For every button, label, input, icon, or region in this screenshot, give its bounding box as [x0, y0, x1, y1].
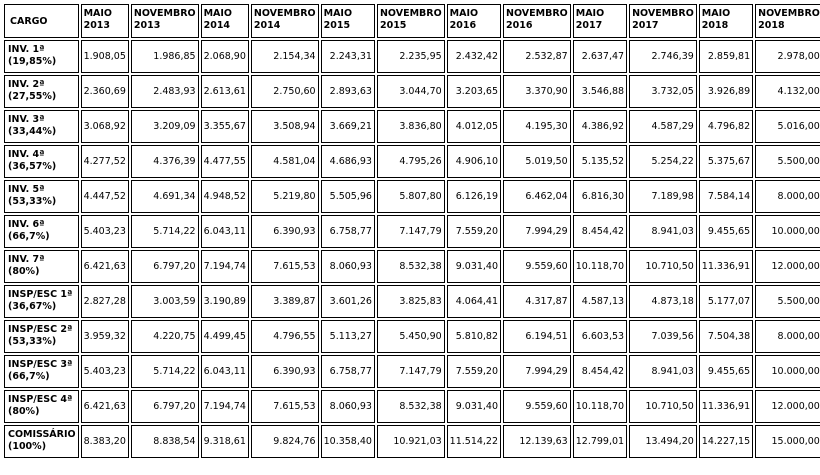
- header-year: 2018: [758, 20, 785, 31]
- value-cell: 7.584,14: [699, 180, 753, 213]
- value-cell: 3.389,87: [251, 285, 319, 318]
- cargo-percent: (66,7%): [8, 231, 50, 242]
- value-cell: 1.986,85: [131, 40, 199, 73]
- value-cell: 3.203,65: [447, 75, 501, 108]
- cargo-title: INSP/ESC 2ª: [8, 324, 73, 335]
- value-cell: 9.455,65: [699, 355, 753, 388]
- cargo-percent: (19,85%): [8, 56, 57, 67]
- value-cell: 3.836,80: [377, 110, 445, 143]
- value-cell: 6.462,04: [503, 180, 571, 213]
- value-cell: 6.797,20: [131, 390, 199, 423]
- table-row: [4, 250, 820, 283]
- value-cell: 10.710,50: [629, 250, 697, 283]
- value-cell: 4.906,10: [447, 145, 501, 178]
- value-cell: 11.336,91: [699, 250, 753, 283]
- value-cell: 2.432,42: [447, 40, 501, 73]
- value-cell: 4.195,30: [503, 110, 571, 143]
- header-month: MAIO: [575, 8, 605, 19]
- value-cell: 5.375,67: [699, 145, 753, 178]
- value-cell: 4.581,04: [251, 145, 319, 178]
- value-cell: 3.601,26: [321, 285, 375, 318]
- value-cell: 4.376,39: [131, 145, 199, 178]
- value-cell: 5.714,22: [131, 355, 199, 388]
- table-row: [4, 390, 820, 423]
- table-row: [4, 40, 820, 73]
- value-cell: 2.746,39: [629, 40, 697, 73]
- cargo-cell: [4, 110, 79, 143]
- header-month: MAIO: [449, 8, 479, 19]
- value-cell: 11.336,91: [699, 390, 753, 423]
- header-month: MAIO: [203, 8, 233, 19]
- cargo-title: INSP/ESC 1ª: [8, 289, 73, 300]
- value-cell: 5.714,22: [131, 215, 199, 248]
- value-cell: 7.189,98: [629, 180, 697, 213]
- header-period: [131, 4, 199, 38]
- cargo-title: INV. 7ª: [8, 254, 45, 265]
- value-cell: 12.000,00: [755, 250, 820, 283]
- value-cell: 4.587,29: [629, 110, 697, 143]
- value-cell: 2.637,47: [573, 40, 627, 73]
- value-cell: 4.795,26: [377, 145, 445, 178]
- value-cell: 4.386,92: [573, 110, 627, 143]
- value-cell: 3.209,09: [131, 110, 199, 143]
- header-year: 2013: [133, 20, 161, 31]
- header-period: [699, 4, 753, 38]
- value-cell: 12.000,00: [755, 390, 820, 423]
- value-cell: 5.450,90: [377, 320, 445, 353]
- value-cell: 6.421,63: [81, 250, 129, 283]
- value-cell: 6.797,20: [131, 250, 199, 283]
- cargo-cell: [4, 285, 79, 318]
- value-cell: 8.941,03: [629, 215, 697, 248]
- cargo-percent: (80%): [8, 406, 40, 417]
- value-cell: 5.016,00: [755, 110, 820, 143]
- table-row: [4, 320, 820, 353]
- value-cell: 4.873,18: [629, 285, 697, 318]
- value-cell: 7.039,56: [629, 320, 697, 353]
- value-cell: 8.941,03: [629, 355, 697, 388]
- cargo-cell: [4, 215, 79, 248]
- value-cell: 7.559,20: [447, 355, 501, 388]
- value-cell: 2.068,90: [201, 40, 249, 73]
- value-cell: 2.360,69: [81, 75, 129, 108]
- cargo-title: INV. 2ª: [8, 79, 45, 90]
- cargo-title: INV. 4ª: [8, 149, 45, 160]
- value-cell: 7.194,74: [201, 390, 249, 423]
- header-period: [81, 4, 129, 38]
- cargo-cell: [4, 40, 79, 73]
- header-period: [321, 4, 375, 38]
- cargo-cell: [4, 425, 79, 458]
- value-cell: 6.194,51: [503, 320, 571, 353]
- value-cell: 4.796,82: [699, 110, 753, 143]
- value-cell: 5.113,27: [321, 320, 375, 353]
- value-cell: 10.358,40: [321, 425, 375, 458]
- value-cell: 4.587,13: [573, 285, 627, 318]
- value-cell: 9.031,40: [447, 250, 501, 283]
- value-cell: 4.220,75: [131, 320, 199, 353]
- value-cell: 8.000,00: [755, 320, 820, 353]
- header-month: NOVEMBRO: [632, 8, 694, 19]
- value-cell: 7.615,53: [251, 250, 319, 283]
- header-year: 2015: [379, 20, 407, 31]
- header-year: 2016: [506, 20, 533, 31]
- table-body: [4, 40, 820, 458]
- cargo-percent: (66,7%): [8, 371, 50, 382]
- cargo-percent: (100%): [8, 441, 47, 452]
- cargo-percent: (36,67%): [8, 301, 57, 312]
- header-month: NOVEMBRO: [253, 8, 316, 19]
- value-cell: 3.003,59: [131, 285, 199, 318]
- value-cell: 4.277,52: [81, 145, 129, 178]
- value-cell: 4.796,55: [251, 320, 319, 353]
- header-year: 2017: [575, 20, 603, 31]
- value-cell: 7.147,79: [377, 355, 445, 388]
- value-cell: 2.978,00: [755, 40, 820, 73]
- value-cell: 2.235,95: [377, 40, 445, 73]
- value-cell: 3.190,89: [201, 285, 249, 318]
- value-cell: 2.613,61: [201, 75, 249, 108]
- value-cell: 8.532,38: [377, 390, 445, 423]
- value-cell: 3.732,05: [629, 75, 697, 108]
- value-cell: 5.810,82: [447, 320, 501, 353]
- value-cell: 3.825,83: [377, 285, 445, 318]
- cargo-cell: [4, 180, 79, 213]
- value-cell: 9.318,61: [201, 425, 249, 458]
- value-cell: 5.505,96: [321, 180, 375, 213]
- value-cell: 10.921,03: [377, 425, 445, 458]
- table-row: [4, 110, 820, 143]
- table-row: [4, 425, 820, 458]
- header-period: [503, 4, 571, 38]
- value-cell: 6.421,63: [81, 390, 129, 423]
- cargo-title: INV. 1ª: [8, 44, 45, 55]
- salary-table-container: [2, 2, 820, 460]
- value-cell: 13.494,20: [629, 425, 697, 458]
- value-cell: 6.126,19: [447, 180, 501, 213]
- header-month: NOVEMBRO: [758, 8, 820, 19]
- header-month: MAIO: [323, 8, 353, 19]
- header-period: [755, 4, 820, 38]
- table-row: [4, 355, 820, 388]
- value-cell: 8.454,42: [573, 355, 627, 388]
- table-row: [4, 215, 820, 248]
- value-cell: 5.500,00: [755, 285, 820, 318]
- value-cell: 4.132,00: [755, 75, 820, 108]
- cargo-cell: [4, 390, 79, 423]
- value-cell: 14.227,15: [699, 425, 753, 458]
- cargo-percent: (53,33%): [8, 196, 57, 207]
- value-cell: 5.403,23: [81, 215, 129, 248]
- value-cell: 9.824,76: [251, 425, 319, 458]
- value-cell: 8.000,00: [755, 180, 820, 213]
- cargo-title: INV. 5ª: [8, 184, 45, 195]
- value-cell: 8.060,93: [321, 250, 375, 283]
- value-cell: 5.177,07: [699, 285, 753, 318]
- header-period: [251, 4, 319, 38]
- value-cell: 4.317,87: [503, 285, 571, 318]
- value-cell: 7.504,38: [699, 320, 753, 353]
- value-cell: 4.686,93: [321, 145, 375, 178]
- header-period: [573, 4, 627, 38]
- value-cell: 6.390,93: [251, 215, 319, 248]
- value-cell: 3.068,92: [81, 110, 129, 143]
- cargo-title: INV. 3ª: [8, 114, 45, 125]
- value-cell: 2.750,60: [251, 75, 319, 108]
- value-cell: 7.994,29: [503, 355, 571, 388]
- header-year: 2017: [632, 20, 659, 31]
- value-cell: 4.477,55: [201, 145, 249, 178]
- value-cell: 8.383,20: [81, 425, 129, 458]
- value-cell: 5.219,80: [251, 180, 319, 213]
- value-cell: 6.043,11: [201, 215, 249, 248]
- value-cell: 6.390,93: [251, 355, 319, 388]
- header-year: 2015: [323, 20, 351, 31]
- value-cell: 2.483,93: [131, 75, 199, 108]
- value-cell: 3.669,21: [321, 110, 375, 143]
- cargo-percent: (33,44%): [8, 126, 57, 137]
- header-period: [629, 4, 697, 38]
- value-cell: 7.994,29: [503, 215, 571, 248]
- value-cell: 11.514,22: [447, 425, 501, 458]
- value-cell: 3.044,70: [377, 75, 445, 108]
- cargo-cell: [4, 75, 79, 108]
- value-cell: 6.758,77: [321, 355, 375, 388]
- value-cell: 2.893,63: [321, 75, 375, 108]
- header-month: MAIO: [701, 8, 731, 19]
- value-cell: 2.154,34: [251, 40, 319, 73]
- value-cell: 10.000,00: [755, 215, 820, 248]
- header-cargo: CARGO: [4, 4, 79, 38]
- cargo-cell: [4, 145, 79, 178]
- cargo-title: COMISSÁRIO: [8, 429, 76, 440]
- value-cell: 3.370,90: [503, 75, 571, 108]
- cargo-percent: (53,33%): [8, 336, 57, 347]
- value-cell: 2.859,81: [699, 40, 753, 73]
- header-row: [4, 4, 820, 38]
- value-cell: 4.447,52: [81, 180, 129, 213]
- header-year: 2014: [253, 20, 281, 31]
- value-cell: 8.060,93: [321, 390, 375, 423]
- value-cell: 3.508,94: [251, 110, 319, 143]
- cargo-title: INV. 6ª: [8, 219, 45, 230]
- value-cell: 5.403,23: [81, 355, 129, 388]
- value-cell: 6.758,77: [321, 215, 375, 248]
- value-cell: 2.243,31: [321, 40, 375, 73]
- value-cell: 5.019,50: [503, 145, 571, 178]
- cargo-cell: [4, 250, 79, 283]
- value-cell: 10.118,70: [573, 390, 627, 423]
- value-cell: 7.147,79: [377, 215, 445, 248]
- header-year: 2018: [701, 20, 729, 31]
- value-cell: 7.559,20: [447, 215, 501, 248]
- value-cell: 9.559,60: [503, 250, 571, 283]
- header-period: [447, 4, 501, 38]
- cargo-title: INSP/ESC 3ª: [8, 359, 73, 370]
- value-cell: 10.000,00: [755, 355, 820, 388]
- value-cell: 15.000,00: [755, 425, 820, 458]
- value-cell: 4.499,45: [201, 320, 249, 353]
- header-month: MAIO: [83, 8, 112, 19]
- table-row: [4, 145, 820, 178]
- value-cell: 5.254,22: [629, 145, 697, 178]
- value-cell: 7.194,74: [201, 250, 249, 283]
- value-cell: 2.827,28: [81, 285, 129, 318]
- value-cell: 9.031,40: [447, 390, 501, 423]
- value-cell: 3.355,67: [201, 110, 249, 143]
- header-month: NOVEMBRO: [379, 8, 442, 19]
- header-year: 2014: [203, 20, 231, 31]
- value-cell: 6.603,53: [573, 320, 627, 353]
- value-cell: 10.710,50: [629, 390, 697, 423]
- cargo-cell: [4, 355, 79, 388]
- value-cell: 4.948,52: [201, 180, 249, 213]
- header-period: [201, 4, 249, 38]
- value-cell: 3.926,89: [699, 75, 753, 108]
- cargo-title: INSP/ESC 4ª: [8, 394, 73, 405]
- value-cell: 8.838,54: [131, 425, 199, 458]
- value-cell: 5.135,52: [573, 145, 627, 178]
- value-cell: 4.064,41: [447, 285, 501, 318]
- value-cell: 9.559,60: [503, 390, 571, 423]
- value-cell: 12.139,63: [503, 425, 571, 458]
- value-cell: 8.532,38: [377, 250, 445, 283]
- table-row: [4, 75, 820, 108]
- value-cell: 6.043,11: [201, 355, 249, 388]
- value-cell: 12.799,01: [573, 425, 627, 458]
- value-cell: 6.816,30: [573, 180, 627, 213]
- value-cell: 5.807,80: [377, 180, 445, 213]
- value-cell: 4.012,05: [447, 110, 501, 143]
- header-period: [377, 4, 445, 38]
- value-cell: 7.615,53: [251, 390, 319, 423]
- cargo-cell: [4, 320, 79, 353]
- value-cell: 4.691,34: [131, 180, 199, 213]
- header-year: 2013: [83, 20, 111, 31]
- header-month: NOVEMBRO: [506, 8, 568, 19]
- table-row: [4, 285, 820, 318]
- value-cell: 5.500,00: [755, 145, 820, 178]
- cargo-percent: (36,57%): [8, 161, 57, 172]
- header-month: NOVEMBRO: [133, 8, 196, 19]
- table-row: [4, 180, 820, 213]
- value-cell: 8.454,42: [573, 215, 627, 248]
- value-cell: 3.546,88: [573, 75, 627, 108]
- cargo-percent: (80%): [8, 266, 40, 277]
- table-header: [4, 4, 820, 38]
- header-year: 2016: [449, 20, 477, 31]
- value-cell: 1.908,05: [81, 40, 129, 73]
- cargo-percent: (27,55%): [8, 91, 57, 102]
- value-cell: 10.118,70: [573, 250, 627, 283]
- salary-table: [2, 2, 820, 460]
- value-cell: 2.532,87: [503, 40, 571, 73]
- value-cell: 9.455,65: [699, 215, 753, 248]
- value-cell: 3.959,32: [81, 320, 129, 353]
